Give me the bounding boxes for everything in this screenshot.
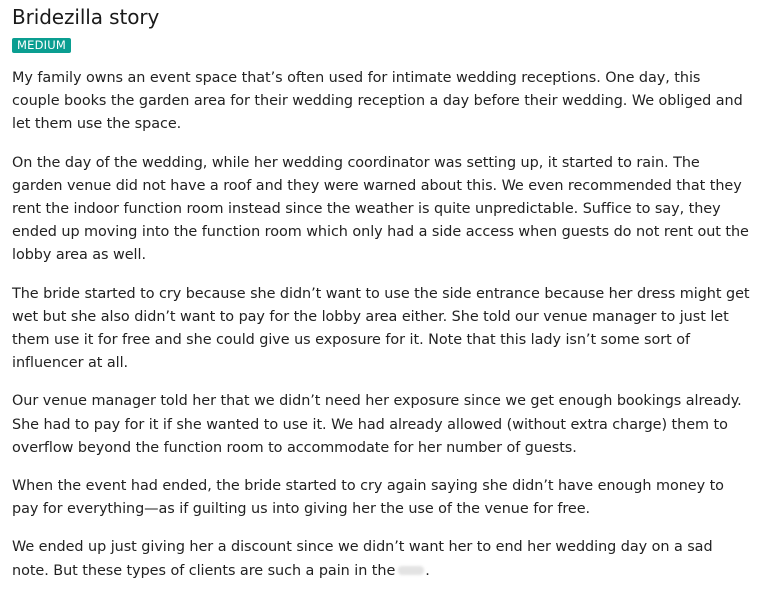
paragraph-2: On the day of the wedding, while her wedding coordinator was setting up, it started to rain. The garden venue did not have a roof and they were warned about this. We even recommended that they rent the indoor function room instead since the weather is quite unpredictable. Suffice to say, they ended up moving into the function room which only had a side access when guests do not rent out the lobby area as well.	[12, 154, 749, 264]
paragraph-5: When the event had ended, the bride started to cry again saying she didn’t have enough money to pay for everything—as if guilting us into giving her the use of the venue for free.	[12, 478, 724, 518]
paragraph-6-text: We ended up just giving her a discount since we didn’t want her to end her wedding day on a sad note. But these types of clients are such a pain in the	[12, 539, 713, 579]
paragraph-1: My family owns an event space that’s often used for intimate wedding receptions. One day, this couple books the garden area for their wedding reception a day before their wedding. We obliged and let them use the space.	[12, 70, 743, 133]
post-title: Bridezilla story	[12, 5, 160, 29]
censored-word	[398, 566, 424, 575]
paragraph-3: The bride started to cry because she didn’t want to use the side entrance because her dress might get wet but she also didn’t want to pay for the lobby area either. She told our venue manager to just let them use it for free and she could give us exposure for it. Note that this lady isn’t some sort of influencer at all.	[12, 285, 750, 372]
post	[12, 0, 752, 598]
paragraph-6	[12, 536, 752, 582]
post-body	[12, 67, 752, 583]
flair-badge[interactable]: MEDIUM	[12, 38, 71, 53]
paragraph-4: Our venue manager told her that we didn’t need her exposure since we get enough bookings already. She had to pay for it if she wanted to use it. We had already allowed (without extra charge) them to overflow beyond the function room to accommodate for her number of guests.	[12, 393, 742, 456]
paragraph-6-end: .	[425, 562, 430, 579]
